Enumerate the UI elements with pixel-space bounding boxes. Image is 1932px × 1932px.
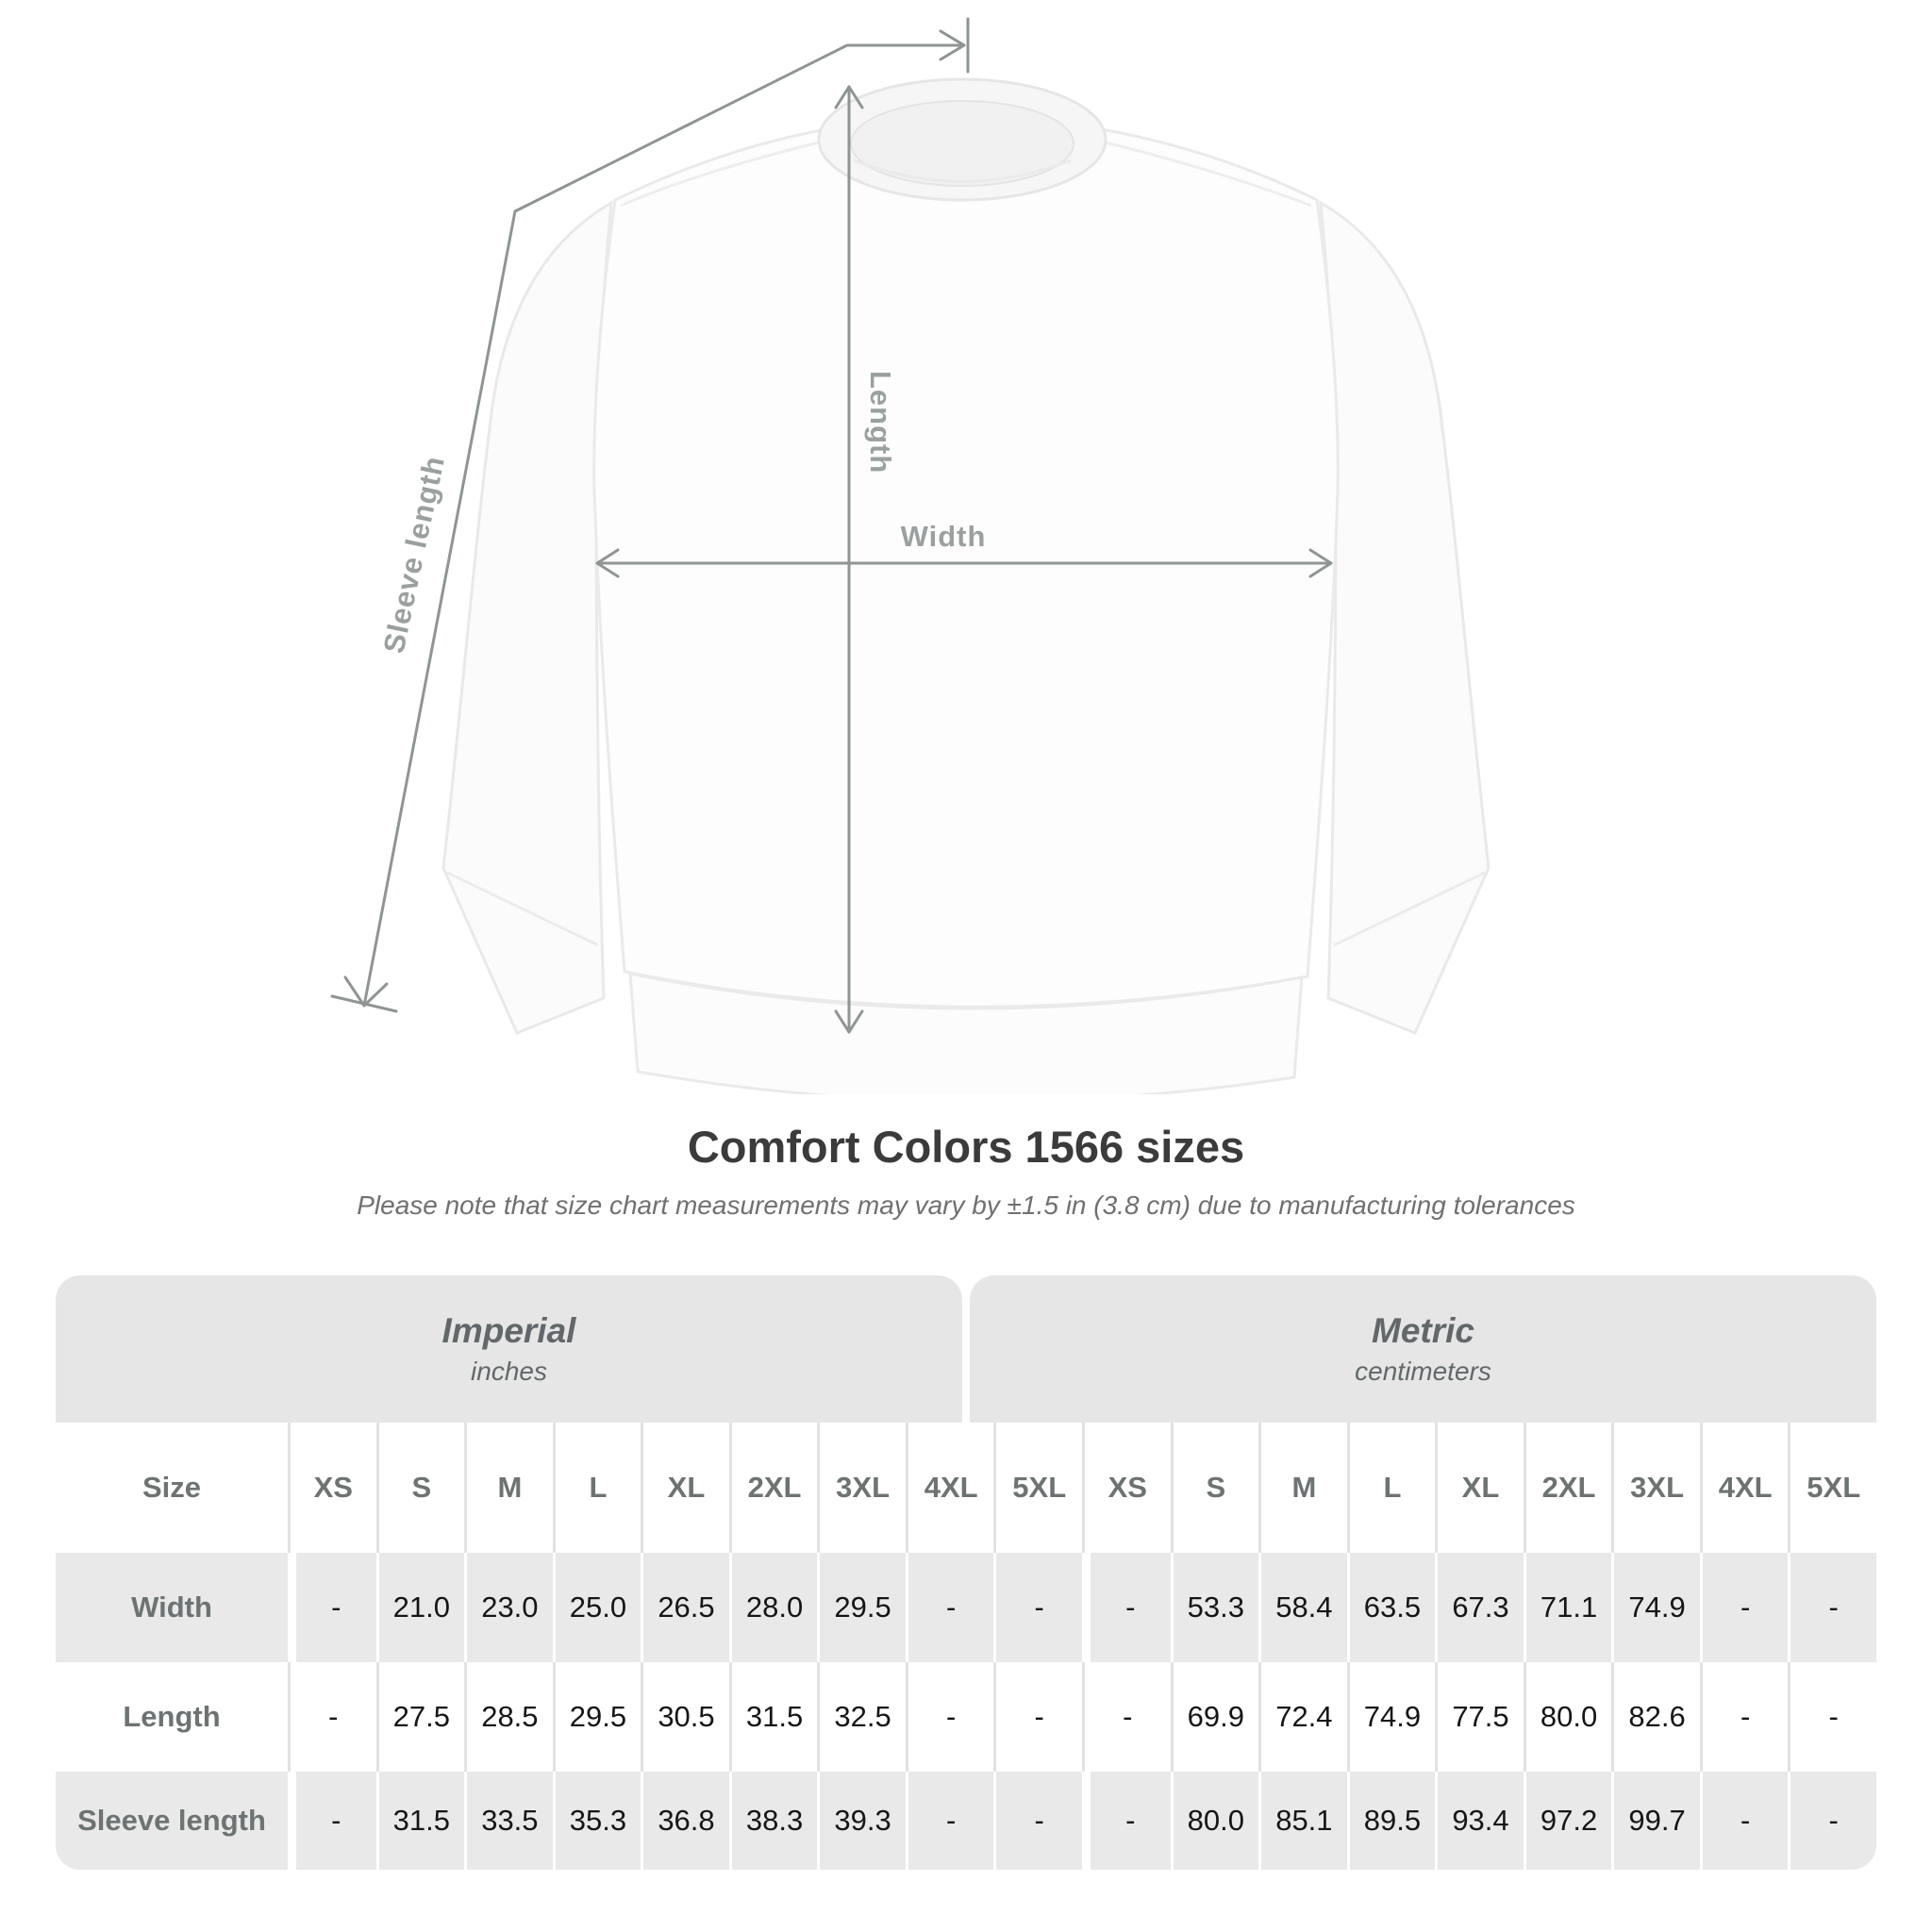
size-header-metric-l: L: [1347, 1423, 1436, 1553]
size-header-imperial-5xl: 5XL: [993, 1423, 1082, 1553]
value-imperial-5xl: -: [993, 1662, 1082, 1772]
value-imperial-s: 27.5: [376, 1662, 465, 1772]
metric-header: [970, 1275, 1876, 1423]
length-measure-label: Length: [864, 371, 897, 475]
value-imperial-3xl: 32.5: [817, 1662, 906, 1772]
value-metric-m: 58.4: [1258, 1553, 1347, 1662]
value-imperial-xs: -: [288, 1553, 376, 1662]
value-imperial-2xl: 38.3: [729, 1772, 818, 1870]
value-metric-3xl: 82.6: [1611, 1662, 1700, 1772]
value-metric-xs: -: [1082, 1553, 1171, 1662]
size-header-imperial-m: M: [464, 1423, 553, 1553]
value-metric-m: 85.1: [1258, 1772, 1347, 1870]
value-metric-5xl: -: [1788, 1772, 1876, 1870]
value-metric-s: 53.3: [1171, 1553, 1259, 1662]
value-metric-m: 72.4: [1258, 1662, 1347, 1772]
value-imperial-s: 21.0: [376, 1553, 465, 1662]
table-row-width: [56, 1553, 1876, 1662]
size-header-metric-m: M: [1258, 1423, 1347, 1553]
metric-title: Metric: [1372, 1311, 1474, 1350]
table-row-sleeve-length: [56, 1772, 1876, 1870]
imperial-title: Imperial: [441, 1311, 576, 1350]
size-header-metric-3xl: 3XL: [1611, 1423, 1700, 1553]
value-imperial-xl: 30.5: [641, 1662, 729, 1772]
imperial-header: [56, 1275, 962, 1423]
value-metric-2xl: 80.0: [1524, 1662, 1612, 1772]
value-imperial-xl: 26.5: [641, 1553, 729, 1662]
size-header-imperial-2xl: 2XL: [729, 1423, 818, 1553]
value-imperial-2xl: 31.5: [729, 1662, 818, 1772]
value-metric-4xl: -: [1700, 1662, 1789, 1772]
unit-header-row: [56, 1275, 1876, 1423]
value-metric-2xl: 71.1: [1524, 1553, 1612, 1662]
value-imperial-3xl: 39.3: [817, 1772, 906, 1870]
size-header-imperial-xl: XL: [641, 1423, 729, 1553]
table-row-length: [56, 1662, 1876, 1772]
value-metric-l: 63.5: [1347, 1553, 1436, 1662]
value-metric-s: 69.9: [1171, 1662, 1259, 1772]
size-header-imperial-4xl: 4XL: [906, 1423, 994, 1553]
value-imperial-l: 25.0: [553, 1553, 641, 1662]
value-metric-2xl: 97.2: [1524, 1772, 1612, 1870]
value-metric-3xl: 74.9: [1611, 1553, 1700, 1662]
metric-unit: centimeters: [1355, 1357, 1491, 1386]
value-imperial-5xl: -: [993, 1553, 1082, 1662]
value-metric-5xl: -: [1788, 1553, 1876, 1662]
size-header-metric-2xl: 2XL: [1524, 1423, 1612, 1553]
value-metric-xl: 93.4: [1435, 1772, 1524, 1870]
size-header-imperial-xs: XS: [288, 1423, 376, 1553]
value-imperial-m: 28.5: [464, 1662, 553, 1772]
value-metric-3xl: 99.7: [1611, 1772, 1700, 1870]
row-label-width: Width: [131, 1591, 212, 1624]
value-metric-xl: 77.5: [1435, 1662, 1524, 1772]
value-metric-l: 89.5: [1347, 1772, 1436, 1870]
value-metric-l: 74.9: [1347, 1662, 1436, 1772]
value-imperial-4xl: -: [906, 1553, 994, 1662]
value-metric-xl: 67.3: [1435, 1553, 1524, 1662]
value-metric-xs: -: [1082, 1772, 1171, 1870]
size-header-imperial-3xl: 3XL: [817, 1423, 906, 1553]
size-header-metric-5xl: 5XL: [1788, 1423, 1876, 1553]
size-header-imperial-l: L: [553, 1423, 641, 1553]
value-imperial-2xl: 28.0: [729, 1553, 818, 1662]
value-imperial-l: 35.3: [553, 1772, 641, 1870]
value-imperial-3xl: 29.5: [817, 1553, 906, 1662]
value-imperial-m: 23.0: [464, 1553, 553, 1662]
value-imperial-xl: 36.8: [641, 1772, 729, 1870]
tolerance-note: Please note that size chart measurements may vary by ±1.5 in (3.8 cm) due to manufacturing tolerances: [357, 1191, 1575, 1220]
size-header-metric-xl: XL: [1435, 1423, 1524, 1553]
value-metric-4xl: -: [1700, 1772, 1789, 1870]
size-header-metric-s: S: [1171, 1423, 1259, 1553]
page-title: Comfort Colors 1566 sizes: [687, 1122, 1245, 1172]
value-metric-5xl: -: [1788, 1662, 1876, 1772]
size-table: [56, 1275, 1876, 1870]
value-imperial-xs: -: [288, 1772, 376, 1870]
value-metric-s: 80.0: [1171, 1772, 1259, 1870]
row-label-sleeve-length: Sleeve length: [77, 1804, 266, 1837]
row-label-length: Length: [123, 1700, 221, 1733]
value-imperial-l: 29.5: [553, 1662, 641, 1772]
value-imperial-m: 33.5: [464, 1772, 553, 1870]
sweatshirt-body: [594, 117, 1338, 1094]
sleeve-length-measure-label: Sleeve length: [376, 452, 452, 657]
value-metric-xs: -: [1082, 1662, 1171, 1772]
value-imperial-4xl: -: [906, 1662, 994, 1772]
value-metric-4xl: -: [1700, 1553, 1789, 1662]
table-size-row: [56, 1423, 1876, 1553]
size-header-imperial-s: S: [376, 1423, 465, 1553]
size-header-metric-4xl: 4XL: [1700, 1423, 1789, 1553]
width-measure-label: Width: [900, 520, 987, 553]
value-imperial-xs: -: [288, 1662, 376, 1772]
value-imperial-s: 31.5: [376, 1772, 465, 1870]
value-imperial-5xl: -: [993, 1772, 1082, 1870]
size-column-header: Size: [142, 1471, 202, 1504]
sweatshirt-collar: [819, 79, 1106, 200]
imperial-unit: inches: [471, 1357, 547, 1386]
size-header-metric-xs: XS: [1082, 1423, 1171, 1553]
value-imperial-4xl: -: [906, 1772, 994, 1870]
